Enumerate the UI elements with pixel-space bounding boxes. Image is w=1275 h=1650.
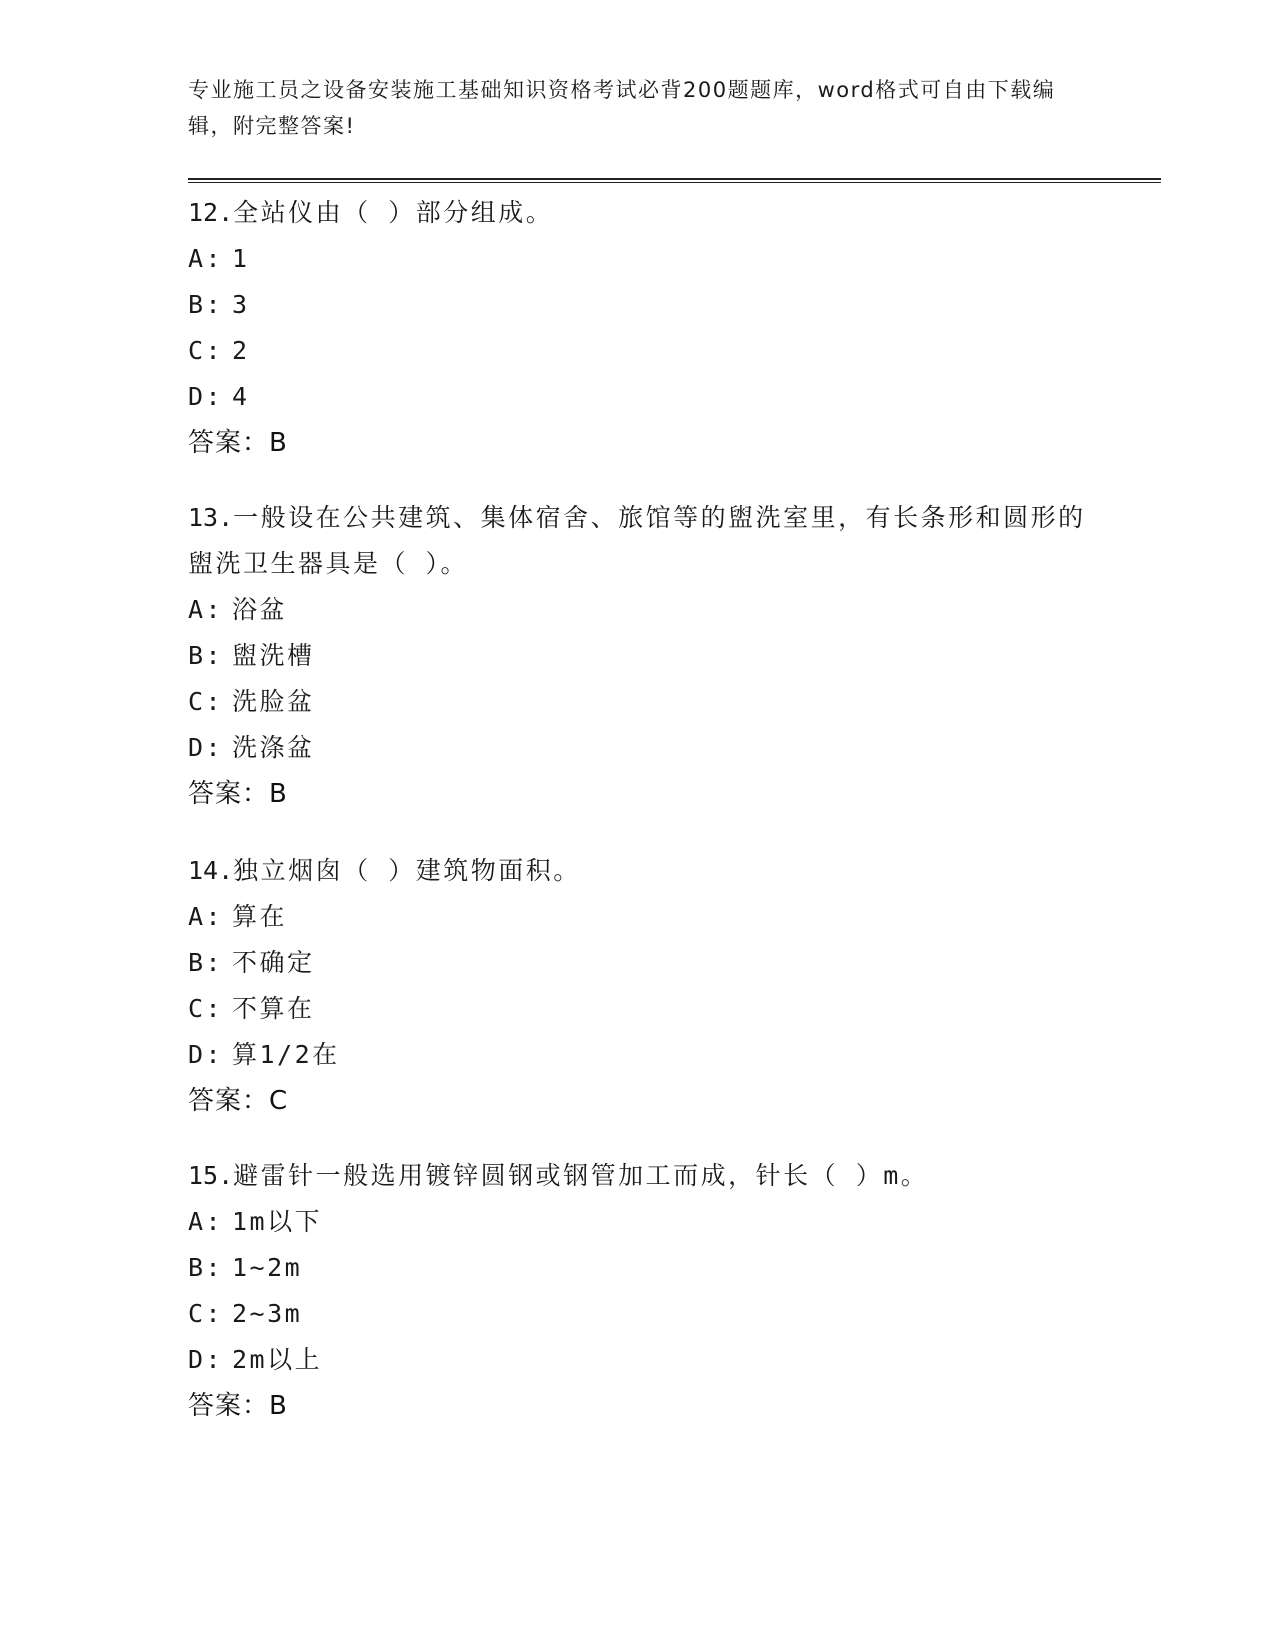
option-text: 不算在	[232, 994, 315, 1023]
option-text: 不确定	[232, 948, 315, 977]
question-text: 避雷针一般选用镀锌圆钢或钢管加工而成，针长（ ）m。	[233, 1161, 929, 1190]
question-stem	[188, 495, 1108, 587]
question-stem	[188, 1153, 1108, 1199]
option-b	[188, 282, 1108, 328]
option-label: B:	[188, 641, 224, 670]
option-d	[188, 725, 1108, 771]
question-number: 14.	[188, 856, 234, 885]
answer-line: 答案：C	[188, 1086, 289, 1116]
option-label: A:	[188, 595, 224, 624]
option-label: C:	[188, 687, 224, 716]
option-b	[188, 633, 1108, 679]
option-label: B:	[188, 1253, 224, 1282]
option-text: 算1/2在	[232, 1040, 340, 1069]
answer-line: 答案：B	[188, 1391, 288, 1421]
option-c	[188, 1291, 1108, 1337]
question-13	[188, 495, 1108, 817]
option-c	[188, 328, 1108, 374]
option-d	[188, 374, 1108, 420]
option-text: 2~3m	[232, 1299, 303, 1328]
option-text: 浴盆	[232, 595, 288, 624]
option-label: C:	[188, 1299, 224, 1328]
option-c	[188, 986, 1108, 1032]
option-label: B:	[188, 290, 224, 319]
option-label: A:	[188, 902, 224, 931]
question-text: 全站仪由（ ）部分组成。	[233, 198, 554, 227]
option-text: 算在	[232, 902, 288, 931]
header-divider	[188, 178, 1161, 183]
option-text: 盥洗槽	[232, 641, 315, 670]
option-text: 1	[232, 244, 250, 273]
header-title: 专业施工员之设备安装施工基础知识资格考试必背200题题库，word格式可自由下载编辑，附完整答案!	[188, 78, 1056, 138]
option-label: A:	[188, 244, 224, 273]
question-text: 独立烟囱（ ）建筑物面积。	[233, 856, 581, 885]
question-14	[188, 848, 1108, 1124]
question-15	[188, 1153, 1108, 1429]
option-text: 4	[232, 382, 250, 411]
question-12	[188, 190, 1108, 466]
question-number: 15.	[188, 1161, 234, 1190]
option-text: 3	[232, 290, 250, 319]
option-b	[188, 1245, 1108, 1291]
option-a	[188, 236, 1108, 282]
question-stem	[188, 848, 1108, 894]
option-label: D:	[188, 382, 224, 411]
question-text: 一般设在公共建筑、集体宿舍、旅馆等的盥洗室里，有长条形和圆形的盥洗卫生器具是（ ）。	[188, 503, 1086, 578]
option-d	[188, 1337, 1108, 1383]
option-text: 2m以上	[232, 1345, 323, 1374]
option-label: C:	[188, 336, 224, 365]
option-text: 2	[232, 336, 250, 365]
option-text: 洗脸盆	[232, 687, 315, 716]
option-text: 1m以下	[232, 1207, 323, 1236]
answer-line: 答案：B	[188, 428, 288, 458]
question-stem	[188, 190, 1108, 236]
option-label: D:	[188, 1040, 224, 1069]
option-label: D:	[188, 1345, 224, 1374]
option-a	[188, 894, 1108, 940]
question-number: 13.	[188, 503, 234, 532]
option-label: D:	[188, 733, 224, 762]
option-label: C:	[188, 994, 224, 1023]
option-text: 洗涤盆	[232, 733, 315, 762]
answer-line: 答案：B	[188, 779, 288, 809]
option-a	[188, 587, 1108, 633]
option-c	[188, 679, 1108, 725]
option-text: 1~2m	[232, 1253, 303, 1282]
option-b	[188, 940, 1108, 986]
option-a	[188, 1199, 1108, 1245]
document-header	[188, 72, 1088, 144]
option-d	[188, 1032, 1108, 1078]
option-label: B:	[188, 948, 224, 977]
question-number: 12.	[188, 198, 234, 227]
option-label: A:	[188, 1207, 224, 1236]
